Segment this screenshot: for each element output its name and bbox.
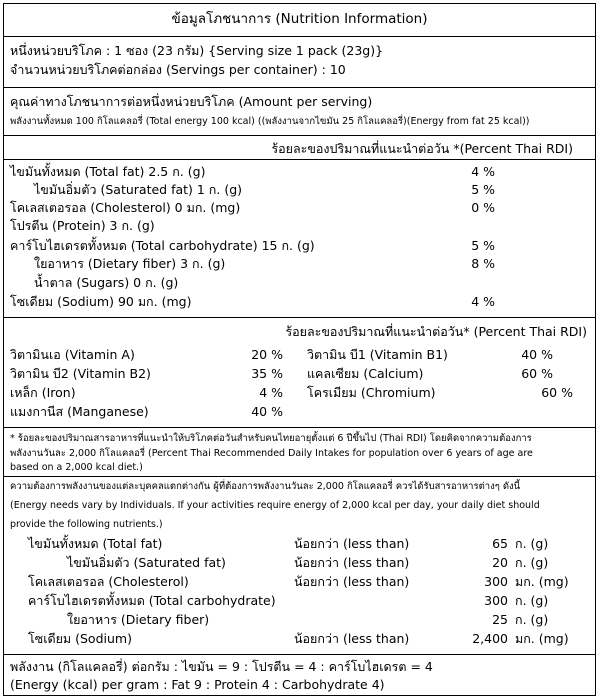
dv-label: ไขมันอิ่มตัว (Saturated fat) — [67, 555, 226, 570]
dv-label: ไขมันทั้งหมด (Total fat) — [28, 536, 163, 551]
nutrient-label: ไขมันอิ่มตัว (Saturated fat) 1 ก. (g) — [34, 182, 243, 197]
nutrient-pct: 5 % — [471, 182, 495, 197]
nutrient-pct: 8 % — [471, 256, 495, 271]
vitamin-pct: 20 % — [251, 347, 283, 362]
dv-unit: ก. (g) — [515, 612, 549, 627]
dv-amount: 2,400 — [472, 631, 508, 646]
dv-amount: 300 — [484, 593, 508, 608]
divider — [4, 36, 595, 37]
vitamin-pct: 60 % — [541, 385, 573, 400]
rdi-footnote: * ร้อยละของปริมาณสารอาหารที่แนะนำให้บริโภคต่อวันสำหรับคนไทยอายุตั้งแต่ 6 ปีขึ้นไป (Thai RDI) โดยคิดจากความต้องการ — [10, 433, 532, 444]
vitamin-label: วิตามินเอ (Vitamin A) — [10, 347, 135, 362]
nutrient-label: ใยอาหาร (Dietary fiber) 3 ก. (g) — [34, 256, 226, 271]
energy-needs-text: (Energy needs vary by Individuals. If your activities require energy of 2,000 kcal per day, your daily diet should — [10, 500, 540, 511]
dv-amount: 20 — [492, 555, 508, 570]
servings-per-container: จำนวนหน่วยบริโภคต่อกล่อง (Servings per container) : 10 — [10, 62, 346, 77]
dv-label: โซเดียม (Sodium) — [28, 631, 132, 646]
serving-size: หนึ่งหน่วยบริโภค : 1 ซอง (23 กรัม) {Serving size 1 pack (23g)} — [10, 43, 384, 58]
nutrient-label: คาร์โบไฮเดรตทั้งหมด (Total carbohydrate) 15 ก. (g) — [10, 238, 315, 253]
nutrient-pct: 4 % — [471, 164, 495, 179]
vitamin-label: วิตามิน บี2 (Vitamin B2) — [10, 366, 151, 381]
nutrient-pct: 0 % — [471, 200, 495, 215]
vitamin-pct: 60 % — [521, 366, 553, 381]
nutrition-label — [3, 3, 596, 696]
energy-needs-text: ความต้องการพลังงานของแต่ละบุคคลแตกต่างกัน ผู้ที่ต้องการพลังงานวันละ 2,000 กิโลแคลอรี่ ควรได้รับสารอาหารต่างๆ ดังนี้ — [10, 481, 521, 492]
vitamin-label: เหล็ก (Iron) — [10, 385, 76, 400]
divider — [4, 87, 595, 88]
rdi-header: ร้อยละของปริมาณที่แนะนำต่อวัน* (Percent Thai RDI) — [285, 324, 587, 339]
vitamin-label: แคลเซียม (Calcium) — [307, 366, 424, 381]
divider — [4, 317, 595, 318]
nutrient-label: โคเลสเตอรอล (Cholesterol) 0 มก. (mg) — [10, 200, 241, 215]
dv-unit: ก. (g) — [515, 555, 549, 570]
vitamin-label: แมงกานีส (Manganese) — [10, 404, 149, 419]
dv-unit: มก. (mg) — [515, 574, 569, 589]
nutrient-pct: 4 % — [471, 294, 495, 309]
dv-condition: น้อยกว่า (less than) — [294, 555, 410, 570]
dv-amount: 65 — [492, 536, 508, 551]
divider — [4, 427, 595, 428]
vitamin-pct: 35 % — [251, 366, 283, 381]
nutrient-label: โซเดียม (Sodium) 90 มก. (mg) — [10, 294, 192, 309]
energy-per-gram-english: (Energy (kcal) per gram : Fat 9 : Protein 4 : Carbohydrate 4) — [10, 677, 385, 692]
nutrient-label: โปรตีน (Protein) 3 ก. (g) — [10, 218, 155, 233]
vitamin-pct: 40 % — [521, 347, 553, 362]
nutrient-label: น้ำตาล (Sugars) 0 ก. (g) — [34, 275, 179, 290]
rdi-footnote: พลังงานวันละ 2,000 กิโลแคลอรี่ (Percent Thai Recommended Daily Intakes for population over 6 years of age are — [10, 448, 533, 459]
dv-condition: น้อยกว่า (less than) — [294, 536, 410, 551]
energy-needs-text: provide the following nutrients.) — [10, 519, 163, 530]
divider — [4, 654, 595, 655]
dv-label: ใยอาหาร (Dietary fiber) — [67, 612, 210, 627]
nutrient-label: ไขมันทั้งหมด (Total fat) 2.5 ก. (g) — [10, 164, 206, 179]
energy-per-gram-thai: พลังงาน (กิโลแคลอรี่) ต่อกรัม : ไขมัน = 9 : โปรตีน = 4 : คาร์โบไฮเดรต = 4 — [10, 659, 433, 674]
dv-label: โคเลสเตอรอล (Cholesterol) — [28, 574, 189, 589]
vitamin-pct: 40 % — [251, 404, 283, 419]
divider — [4, 476, 595, 477]
vitamin-pct: 4 % — [259, 385, 283, 400]
dv-condition: น้อยกว่า (less than) — [294, 631, 410, 646]
dv-unit: ก. (g) — [515, 593, 549, 608]
dv-label: คาร์โบไฮเดรตทั้งหมด (Total carbohydrate) — [28, 593, 276, 608]
dv-condition: น้อยกว่า (less than) — [294, 574, 410, 589]
label-title: ข้อมูลโภชนาการ (Nutrition Information) — [171, 11, 428, 27]
dv-amount: 300 — [484, 574, 508, 589]
rdi-footnote: based on a 2,000 kcal diet.) — [10, 462, 143, 473]
divider — [4, 135, 595, 136]
vitamin-label: โครเมียม (Chromium) — [307, 385, 436, 400]
dv-amount: 25 — [492, 612, 508, 627]
amount-heading: คุณค่าทางโภชนาการต่อหนึ่งหน่วยบริโภค (Amount per serving) — [10, 94, 373, 109]
dv-unit: มก. (mg) — [515, 631, 569, 646]
vitamin-label: วิตามิน บี1 (Vitamin B1) — [307, 347, 448, 362]
nutrient-pct: 5 % — [471, 238, 495, 253]
dv-unit: ก. (g) — [515, 536, 549, 551]
divider — [4, 159, 595, 160]
rdi-header: ร้อยละของปริมาณที่แนะนำต่อวัน *(Percent Thai RDI) — [271, 141, 573, 156]
total-energy: พลังงานทั้งหมด 100 กิโลแคลอรี่ (Total energy 100 kcal) ((พลังงานจากไขมัน 25 กิโลแคลอรี่)(Energy from fat 25 kcal)) — [10, 116, 530, 127]
